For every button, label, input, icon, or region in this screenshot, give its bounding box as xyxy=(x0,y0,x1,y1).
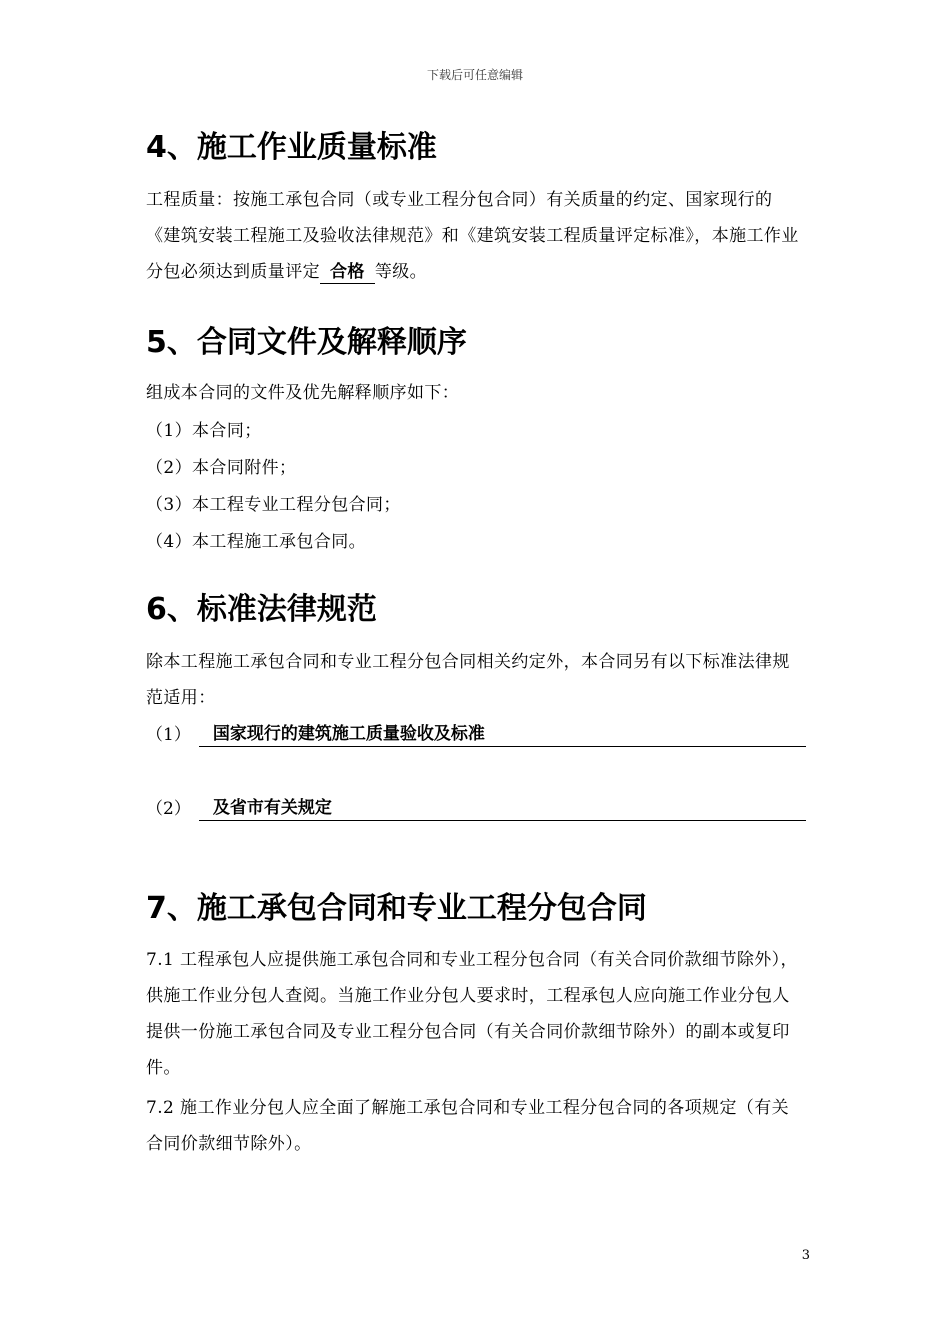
standard-field: 及省市有关规定 xyxy=(199,797,806,821)
section-7-heading: 7、施工承包合同和专业工程分包合同 xyxy=(146,891,647,926)
section-6-heading: 6、标准法律规范 xyxy=(146,592,377,627)
page-header: 下载后可任意编辑 xyxy=(426,68,523,82)
section-7-paragraph-1: 7.1 工程承包人应提供施工承包合同和专业工程分包合同（有关合同价款细节除外），供施工作业分包人查阅。当施工作业分包人要求时，工程承包人应向施工作业分包人提供一份施工承包合同及专业工程分包合同（有关合同价款细节除外）的副本或复印件。 xyxy=(146,950,798,1078)
quality-grade-field: 合格 xyxy=(320,261,375,284)
page-number: 3 xyxy=(801,1248,810,1263)
section-7-paragraph-2: 7.2 施工作业分包人应全面了解施工承包合同和专业工程分包合同的各项规定（有关合同价款细节除外）。 xyxy=(146,1098,790,1154)
contract-doc-item: （1）本合同； xyxy=(146,421,262,441)
section-6-intro: 除本工程施工承包合同和专业工程分包合同相关约定外，本合同另有以下标准法律规范适用： xyxy=(146,652,790,708)
standard-row-1 xyxy=(146,723,806,747)
standard-number: （2） xyxy=(146,799,191,819)
standard-row-2 xyxy=(146,797,806,821)
section-5-intro: 组成本合同的文件及优先解释顺序如下： xyxy=(146,383,460,403)
contract-doc-item: （2）本合同附件； xyxy=(146,458,297,478)
section-4-paragraph xyxy=(146,182,806,290)
contract-doc-item: （4）本工程施工承包合同。 xyxy=(146,532,367,552)
section-4-heading: 4、施工作业质量标准 xyxy=(146,130,437,165)
standard-number: （1） xyxy=(146,725,191,745)
standard-field: 国家现行的建筑施工质量验收及标准 xyxy=(199,723,806,747)
contract-doc-item: （3）本工程专业工程分包合同； xyxy=(146,495,401,515)
section-4-text: 工程质量：按施工承包合同（或专业工程分包合同）有关质量的约定、国家现行的《建筑安装工程施工及验收法律规范》和《建筑安装工程质量评定标准》，本施工作业分包必须达到质量评定 xyxy=(146,190,799,282)
section-5-heading: 5、合同文件及解释顺序 xyxy=(146,325,467,360)
section-4-text-end: 等级。 xyxy=(374,262,428,282)
